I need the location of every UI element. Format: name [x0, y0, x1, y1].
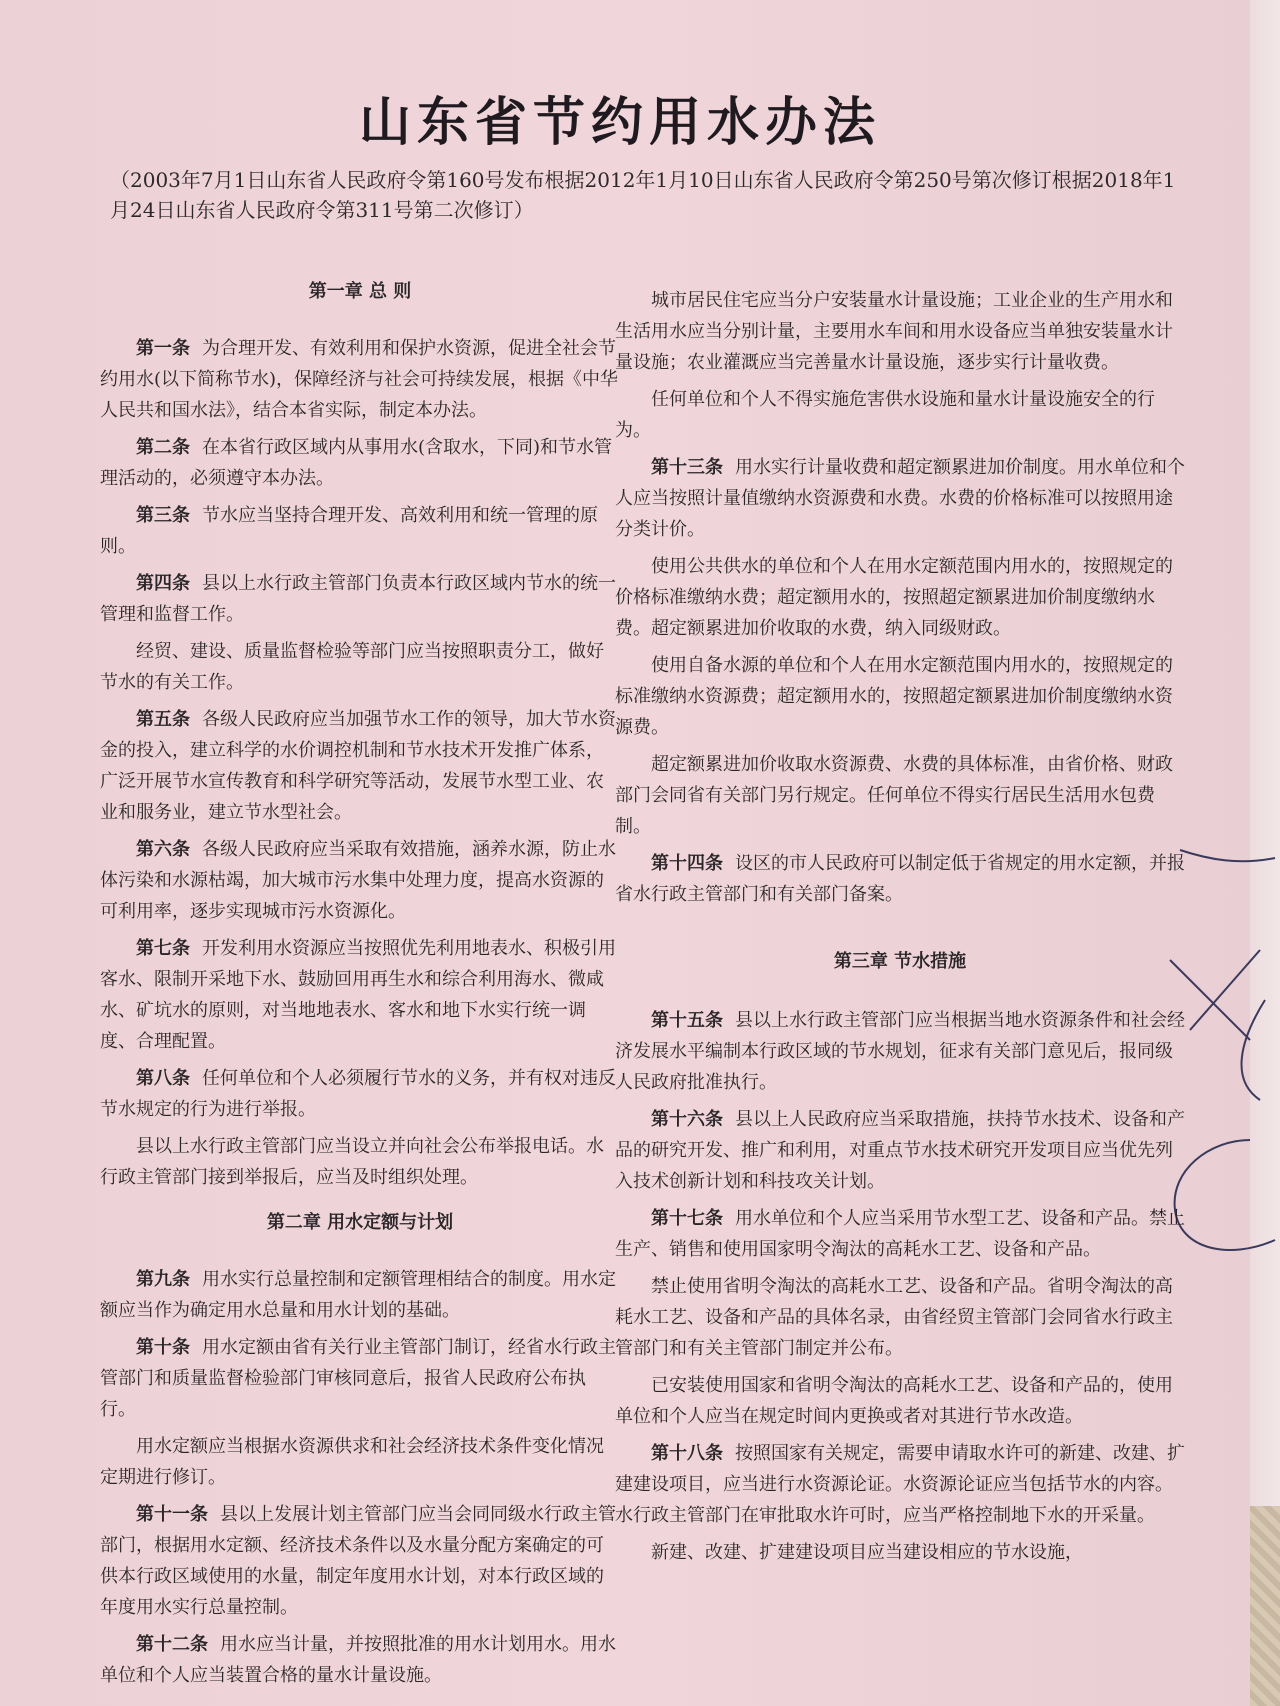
- body-paragraph: [615, 551, 1185, 644]
- article-paragraph: [100, 432, 620, 494]
- body-paragraph: [100, 1131, 620, 1193]
- body-paragraph: [100, 1431, 620, 1493]
- chapter-heading: 第一章 总 则: [308, 281, 412, 302]
- body-paragraph: [100, 636, 620, 698]
- article-label: 第一条: [136, 338, 190, 359]
- paragraph-text: 城市居民住宅应当分户安装量水计量设施；工业企业的生产用水和生活用水应当分别计量，主要用水车间和用水设备应当单独安装量水计量设施；农业灌溉应当完善量水计量设施，逐步实行计量收费。: [615, 290, 1173, 373]
- paragraph-text: 节水应当坚持合理开发、高效利用和统一管理的原则。: [100, 505, 598, 557]
- right-column: [615, 285, 1185, 1574]
- article-paragraph: [100, 933, 620, 1057]
- paragraph-text: 使用自备水源的单位和个人在用水定额范围内用水的，按照规定的标准缴纳水资源费；超定额用水的，按照超定额累进加价制度缴纳水资源费。: [615, 655, 1173, 738]
- article-label: 第九条: [136, 1269, 190, 1290]
- article-paragraph: [100, 834, 620, 927]
- body-paragraph: [615, 285, 1185, 378]
- paragraph-text: 超定额累进加价收取水资源费、水费的具体标准，由省价格、财政部门会同省有关部门另行规定。任何单位不得实行居民生活用水包费制。: [615, 754, 1173, 837]
- paragraph-text: 用水实行总量控制和定额管理相结合的制度。用水定额应当作为确定用水总量和用水计划的基础。: [100, 1269, 616, 1321]
- paragraph-text: 开发利用水资源应当按照优先利用地表水、积极引用客水、限制开采地下水、鼓励回用再生水和综合利用海水、微咸水、矿坑水的原则，对当地地表水、客水和地下水实行统一调度、合理配置。: [100, 938, 616, 1052]
- article-label: 第二条: [136, 437, 190, 458]
- article-paragraph: [615, 1104, 1185, 1197]
- article-label: 第十七条: [651, 1208, 723, 1229]
- paragraph-text: 用水定额应当根据水资源供求和社会经济技术条件变化情况定期进行修订。: [100, 1436, 604, 1488]
- paragraph-text: 县以上水行政主管部门负责本行政区域内节水的统一管理和监督工作。: [100, 573, 616, 625]
- paragraph-text: 按照国家有关规定，需要申请取水许可的新建、改建、扩建建设项目，应当进行水资源论证。水资源论证应当包括节水的内容。水行政主管部门在审批取水许可时，应当严格控制地下水的开采量。: [615, 1443, 1185, 1526]
- article-label: 第十五条: [651, 1010, 723, 1031]
- paragraph-text: 任何单位和个人必须履行节水的义务，并有权对违反节水规定的行为进行举报。: [100, 1068, 616, 1120]
- body-paragraph: [615, 749, 1185, 842]
- body-paragraph: [615, 1370, 1185, 1432]
- article-label: 第五条: [136, 709, 190, 730]
- article-label: 第十一条: [136, 1504, 208, 1525]
- left-column: [100, 262, 620, 1697]
- paragraph-text: 设区的市人民政府可以制定低于省规定的用水定额，并报省水行政主管部门和有关部门备案。: [615, 853, 1185, 905]
- article-paragraph: [100, 333, 620, 426]
- paragraph-text: 用水单位和个人应当采用节水型工艺、设备和产品。禁止生产、销售和使用国家明令淘汰的高耗水工艺、设备和产品。: [615, 1208, 1185, 1260]
- chapter-heading: 第三章 节水措施: [833, 951, 967, 972]
- article-label: 第八条: [136, 1068, 190, 1089]
- paragraph-text: 各级人民政府应当采取有效措施，涵养水源，防止水体污染和水源枯竭，加大城市污水集中处理力度，提高水资源的可利用率，逐步实现城市污水资源化。: [100, 839, 616, 922]
- paragraph-text: 新建、改建、扩建建设项目应当建设相应的节水设施，: [651, 1542, 1083, 1563]
- article-label: 第十八条: [651, 1443, 723, 1464]
- article-paragraph: [615, 1005, 1185, 1098]
- paragraph-text: 用水实行计量收费和超定额累进加价制度。用水单位和个人应当按照计量值缴纳水资源费和水费。水费的价格标准可以按照用途分类计价。: [615, 457, 1185, 540]
- paragraph-text: 经贸、建设、质量监督检验等部门应当按照职责分工，做好节水的有关工作。: [100, 641, 604, 693]
- paragraph-text: 用水定额由省有关行业主管部门制订，经省水行政主管部门和质量监督检验部门审核同意后，报省人民政府公布执行。: [100, 1337, 616, 1420]
- paragraph-text: 使用公共供水的单位和个人在用水定额范围内用水的，按照规定的价格标准缴纳水费；超定额用水的，按照超定额累进加价制度缴纳水费。超定额累进加价收取的水费，纳入同级财政。: [615, 556, 1173, 639]
- article-label: 第六条: [136, 839, 190, 860]
- paragraph-text: 为合理开发、有效利用和保护水资源，促进全社会节约用水(以下简称节水)，保障经济与社会可持续发展，根据《中华人民共和国水法》，结合本省实际，制定本办法。: [100, 338, 619, 421]
- paragraph-text: 禁止使用省明令淘汰的高耗水工艺、设备和产品。省明令淘汰的高耗水工艺、设备和产品的具体名录，由省经贸主管部门会同省水行政主管部门和有关主管部门制定并公布。: [615, 1276, 1173, 1359]
- paragraph-text: 用水应当计量，并按照批准的用水计划用水。用水单位和个人应当装置合格的量水计量设施。: [100, 1634, 616, 1686]
- paragraph-text: 县以上发展计划主管部门应当会同同级水行政主管部门，根据用水定额、经济技术条件以及水量分配方案确定的可供本行政区域使用的水量，制定年度用水计划，对本行政区域的年度用水实行总量控制。: [100, 1504, 616, 1618]
- article-label: 第十条: [136, 1337, 190, 1358]
- paragraph-text: 在本省行政区域内从事用水(含取水，下同)和节水管理活动的，必须遵守本办法。: [100, 437, 613, 489]
- paragraph-text: 县以上水行政主管部门应当设立并向社会公布举报电话。水行政主管部门接到举报后，应当及时组织处理。: [100, 1136, 604, 1188]
- body-paragraph: [615, 384, 1185, 446]
- article-label: 第十三条: [651, 457, 723, 478]
- paragraph-text: 任何单位和个人不得实施危害供水设施和量水计量设施安全的行为。: [615, 389, 1155, 441]
- article-paragraph: [100, 1332, 620, 1425]
- paragraph-text: 县以上人民政府应当采取措施，扶持节水技术、设备和产品的研究开发、推广和利用，对重点节水技术研究开发项目应当优先列入技术创新计划和科技攻关计划。: [615, 1109, 1185, 1192]
- paragraph-text: 各级人民政府应当加强节水工作的领导，加大节水资金的投入，建立科学的水价调控机制和节水技术开发推广体系，广泛开展节水宣传教育和科学研究等活动，发展节水型工业、农业和服务业，建立节水型社会。: [100, 709, 616, 823]
- body-paragraph: [615, 650, 1185, 743]
- article-paragraph: [615, 452, 1185, 545]
- article-paragraph: [100, 1264, 620, 1326]
- article-label: 第七条: [136, 938, 190, 959]
- article-label: 第十四条: [651, 853, 723, 874]
- article-paragraph: [100, 568, 620, 630]
- article-label: 第三条: [136, 505, 190, 526]
- body-paragraph: [615, 1271, 1185, 1364]
- article-paragraph: [615, 1438, 1185, 1531]
- article-paragraph: [100, 1499, 620, 1623]
- article-label: 第四条: [136, 573, 190, 594]
- article-label: 第十二条: [136, 1634, 208, 1655]
- article-paragraph: [615, 848, 1185, 910]
- body-paragraph: [615, 1537, 1185, 1568]
- article-paragraph: [100, 704, 620, 828]
- article-paragraph: [100, 1063, 620, 1125]
- paragraph-text: 已安装使用国家和省明令淘汰的高耗水工艺、设备和产品的，使用单位和个人应当在规定时间内更换或者对其进行节水改造。: [615, 1375, 1173, 1427]
- article-paragraph: [615, 1203, 1185, 1265]
- document-subtitle: （2003年7月1日山东省人民政府令第160号发布根据2012年1月10日山东省人民政府令第250号第次修订根据2018年1月24日山东省人民政府令第311号第二次修订）: [110, 168, 1176, 222]
- document-title: 山东省节约用水办法: [358, 93, 881, 153]
- paragraph-text: 县以上水行政主管部门应当根据当地水资源条件和社会经济发展水平编制本行政区域的节水规划，征求有关部门意见后，报同级人民政府批准执行。: [615, 1010, 1185, 1093]
- chapter-heading: 第二章 用水定额与计划: [266, 1212, 454, 1233]
- article-label: 第十六条: [651, 1109, 723, 1130]
- article-paragraph: [100, 1629, 620, 1691]
- article-paragraph: [100, 500, 620, 562]
